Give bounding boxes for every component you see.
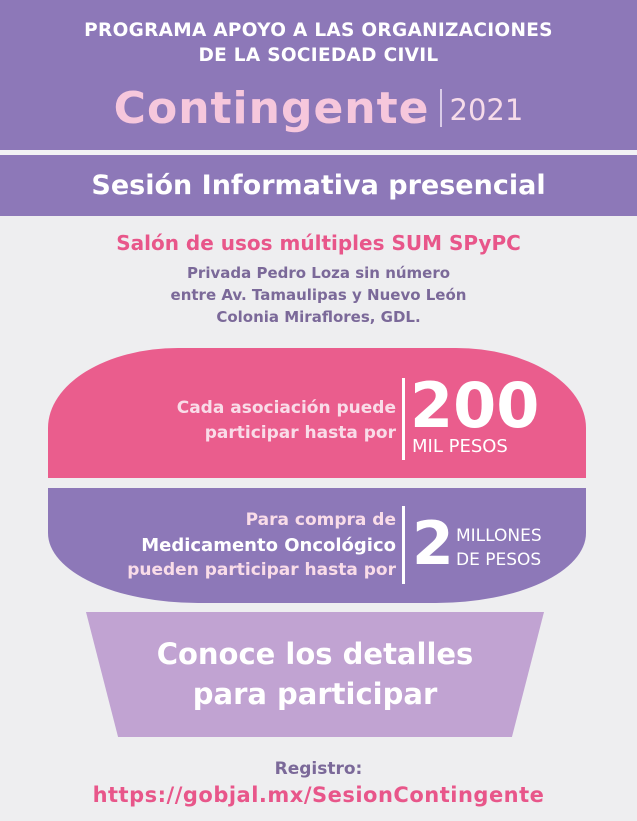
cta-line1: Conoce los detalles xyxy=(156,637,474,671)
oncology-offer-text xyxy=(56,508,396,583)
program-title-line1: PROGRAMA APOYO A LAS ORGANIZACIONES xyxy=(84,20,553,41)
oncology-unit xyxy=(456,524,542,572)
association-offer-line1: Cada asociación puede xyxy=(176,398,396,418)
address-line3: Colonia Miraflores, GDL. xyxy=(216,308,421,326)
brand-year: 2021 xyxy=(449,93,524,127)
brand-name: Contingente xyxy=(113,82,430,134)
registration-label: Registro: xyxy=(274,759,363,779)
session-banner xyxy=(0,155,637,216)
program-title-line2: DE LA SOCIEDAD CIVIL xyxy=(198,45,439,66)
header-banner xyxy=(0,0,637,150)
oncology-offer-line3: pueden participar hasta por xyxy=(127,560,396,580)
oncology-offer-line2: Medicamento Oncológico xyxy=(141,535,396,556)
brand-logo xyxy=(0,82,637,134)
oncology-unit-line2: DE PESOS xyxy=(456,550,542,570)
program-title xyxy=(0,18,637,68)
address-line1: Privada Pedro Loza sin número xyxy=(186,264,451,282)
registration-url[interactable]: https://gobjal.mx/SesionContingente xyxy=(92,783,545,807)
cta-line2: para participar xyxy=(192,677,438,711)
association-divider xyxy=(402,378,405,460)
association-offer-text xyxy=(56,396,396,446)
venue-name: Salón de usos múltiples SUM SPyPC xyxy=(116,231,521,255)
address-line2: entre Av. Tamaulipas y Nuevo León xyxy=(170,286,467,304)
association-offer-line2: participar hasta por xyxy=(204,423,396,443)
association-unit: MIL PESOS xyxy=(412,436,508,457)
session-title: Sesión Informativa presencial xyxy=(91,170,546,201)
oncology-divider xyxy=(402,506,405,584)
oncology-amount: 2 xyxy=(412,509,454,579)
cta-text xyxy=(86,634,544,714)
oncology-unit-line1: MILLONES xyxy=(456,526,542,546)
brand-divider xyxy=(440,89,442,127)
oncology-offer-line1: Para compra de xyxy=(245,510,396,530)
association-amount: 200 xyxy=(410,369,540,442)
venue-address xyxy=(0,262,637,328)
